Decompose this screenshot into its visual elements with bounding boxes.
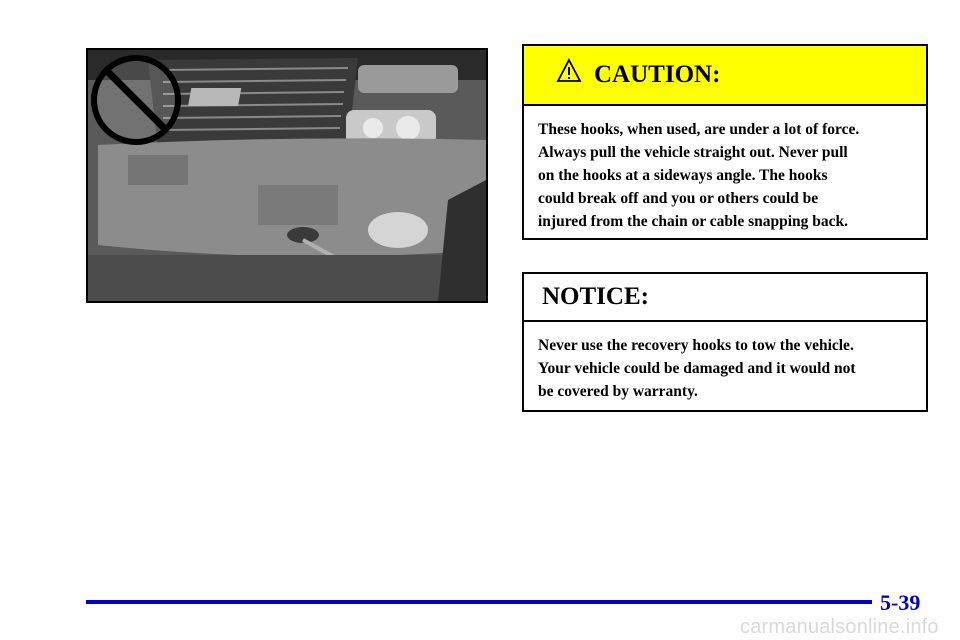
- caution-title: CAUTION:: [594, 61, 721, 88]
- notice-box: [522, 272, 928, 412]
- caution-box: [522, 44, 928, 240]
- notice-title: NOTICE:: [542, 283, 649, 310]
- caution-line: These hooks, when used, are under a lot of force.: [538, 121, 860, 138]
- caution-line: could break off and you or others could be: [538, 190, 819, 207]
- caution-text: [524, 106, 926, 233]
- notice-line: Never use the recovery hooks to tow the vehicle.: [538, 337, 854, 354]
- caution-line: Always pull the vehicle straight out. Never pull: [538, 144, 848, 161]
- vehicle-front-photo: [86, 48, 488, 303]
- notice-line: Your vehicle could be damaged and it would not: [538, 360, 856, 377]
- notice-header: [524, 274, 926, 322]
- notice-line: be covered by warranty.: [538, 383, 698, 400]
- footer-rule: [86, 600, 872, 604]
- watermark: carmanualsonline.info: [740, 616, 939, 638]
- caution-line: on the hooks at a sideways angle. The hooks: [538, 167, 828, 184]
- page-number: 5-39: [880, 590, 921, 615]
- caution-line: injured from the chain or cable snapping back.: [538, 213, 849, 230]
- no-symbol-icon: [94, 58, 178, 142]
- vehicle-front-illustration: [88, 50, 486, 301]
- notice-text: [524, 322, 926, 403]
- warning-triangle-icon: [556, 58, 582, 84]
- caution-header: [524, 46, 926, 106]
